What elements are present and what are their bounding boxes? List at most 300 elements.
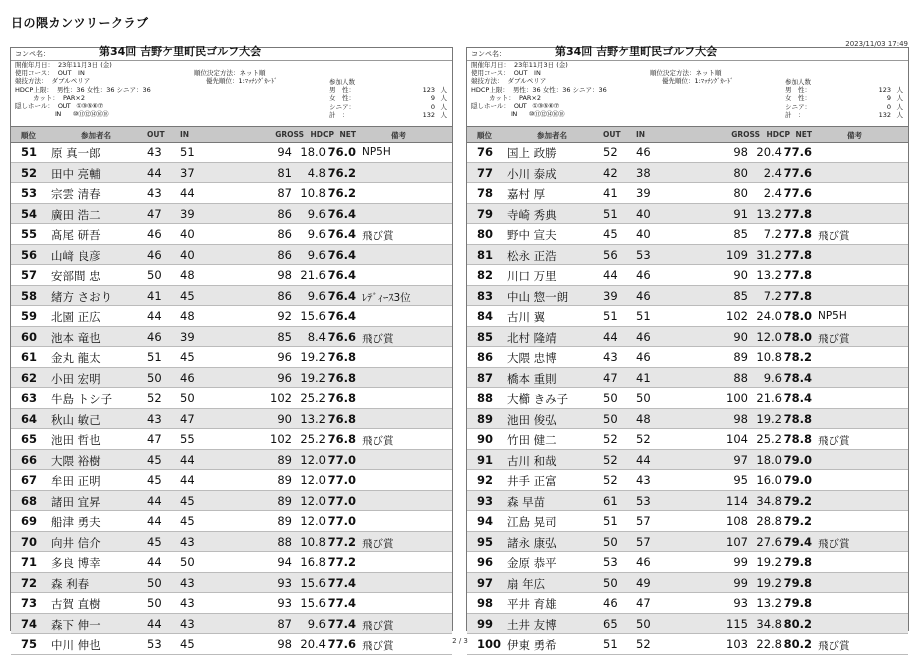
in-score-cell: 45 [180, 350, 195, 364]
net-cell: 79.8 [783, 575, 812, 590]
in-score-cell: 51 [636, 309, 651, 323]
gross-cell: 99 [733, 555, 748, 569]
table-row [467, 450, 908, 471]
name-cell: 橋本 重則 [507, 371, 557, 386]
hidden-holes-label: 隠しホール： [471, 101, 510, 110]
hdcp-cell: 16.0 [756, 473, 782, 487]
out-score-cell: 46 [147, 227, 162, 241]
net-cell: 77.8 [783, 247, 812, 262]
out-score-cell: 51 [603, 637, 618, 651]
hdcp-label: HDCP上限： [15, 85, 53, 94]
note-cell: 飛び賞 [818, 332, 850, 345]
competition-header [11, 45, 452, 126]
participant-count-row [785, 111, 905, 119]
hdcp-value: 男性：36 女性：36 シニア：36 [56, 85, 151, 94]
table-row [467, 552, 908, 573]
out-score-cell: 51 [603, 514, 618, 528]
name-cell: 北村 隆靖 [507, 330, 557, 345]
name-cell: 多良 博幸 [51, 556, 101, 570]
net-cell: 76.0 [327, 145, 356, 159]
gross-cell: 86 [277, 247, 292, 262]
table-row [467, 368, 908, 389]
net-cell: 77.4 [327, 596, 356, 610]
col-net: NET [339, 130, 356, 139]
table-row [11, 368, 452, 389]
name-cell: 中川 伸也 [51, 638, 101, 652]
net-cell: 79.8 [783, 555, 812, 569]
hdcp-cell: 25.2 [300, 391, 326, 405]
gross-cell: 80 [733, 186, 748, 200]
in-score-cell: 50 [180, 391, 195, 405]
net-cell: 79.0 [783, 452, 812, 467]
col-net: NET [795, 130, 812, 139]
count-number: 132 [878, 110, 891, 119]
priority-rule: 優先順位：1:ﾏｯﾁﾝｸﾞｶｰﾄﾞ [206, 77, 278, 86]
name-cell: 平井 育雄 [507, 597, 557, 611]
format-value: ダブルペリア [507, 77, 547, 86]
name-cell: 金原 恭平 [507, 556, 557, 570]
hdcp-cell: 20.4 [756, 145, 782, 159]
net-cell: 79.4 [783, 534, 812, 549]
rank-cell: 91 [477, 452, 494, 467]
in-score-cell: 48 [636, 411, 651, 426]
rank-cell: 96 [477, 555, 494, 569]
gross-cell: 91 [733, 206, 748, 221]
table-row [467, 286, 908, 307]
hdcp-cell: 2.4 [763, 186, 782, 200]
hdcp-label: HDCP上限： [471, 85, 509, 94]
rank-cell: 88 [477, 391, 494, 405]
gross-cell: 90 [733, 329, 748, 344]
name-cell: 土井 友博 [507, 617, 557, 632]
hidden-holes-out: OUT ①③⑤⑥⑦ [513, 101, 559, 110]
participant-counts [785, 78, 905, 119]
out-score-cell: 52 [603, 145, 618, 159]
in-score-cell: 43 [636, 473, 651, 487]
competition-details [471, 61, 607, 118]
rank-cell: 64 [21, 411, 38, 426]
table-row [467, 573, 908, 594]
rank-cell: 51 [21, 145, 38, 159]
out-score-cell: 50 [147, 370, 162, 385]
in-score-cell: 46 [636, 145, 651, 159]
out-score-cell: 47 [147, 432, 162, 446]
out-score-cell: 50 [147, 596, 162, 610]
hdcp-cell: 15.6 [300, 309, 326, 323]
table-row [467, 347, 908, 368]
col-note: 備考 [391, 131, 406, 140]
out-score-cell: 43 [147, 186, 162, 200]
hdcp-cell: 13.2 [756, 596, 782, 610]
table-row [11, 204, 452, 225]
net-cell: 76.8 [327, 350, 356, 364]
out-score-cell: 45 [147, 534, 162, 549]
rank-cell: 90 [477, 432, 494, 446]
table-row [11, 286, 452, 307]
in-score-cell: 49 [636, 575, 651, 590]
table-row [11, 183, 452, 204]
count-label: 計 ： [785, 110, 805, 119]
in-score-cell: 46 [180, 370, 195, 385]
table-row [11, 163, 452, 184]
out-score-cell: 44 [603, 268, 618, 282]
name-cell: 小田 宏明 [51, 371, 101, 386]
hdcp-cell: 22.8 [756, 637, 782, 651]
count-unit: 人 [440, 94, 447, 103]
note-cell: 飛び賞 [362, 640, 394, 652]
net-cell: 76.2 [327, 165, 356, 180]
out-score-cell: 39 [603, 288, 618, 303]
net-cell: 77.8 [783, 227, 812, 241]
count-label: 男 性： [785, 86, 811, 95]
rank-cell: 55 [21, 227, 38, 241]
net-cell: 77.6 [783, 165, 812, 180]
rank-cell: 53 [21, 186, 38, 200]
gross-cell: 96 [277, 350, 292, 364]
name-cell: 森 利春 [51, 576, 90, 591]
col-name: 参加者名 [537, 131, 567, 140]
count-number: 123 [878, 86, 891, 95]
rank-cell: 81 [477, 247, 494, 262]
competition-details [15, 61, 151, 118]
gross-cell: 98 [733, 145, 748, 159]
out-score-cell: 41 [603, 186, 618, 200]
hdcp-cell: 9.6 [307, 206, 326, 221]
in-score-cell: 43 [180, 534, 195, 549]
hdcp-cell: 7.2 [763, 227, 782, 241]
count-unit: 人 [896, 110, 903, 119]
count-unit: 人 [896, 102, 903, 111]
gross-cell: 89 [277, 452, 292, 467]
rank-cell: 62 [21, 370, 38, 385]
ranking-rules [194, 69, 277, 85]
name-cell: 中山 惣一朗 [507, 289, 569, 304]
table-row [467, 593, 908, 614]
hdcp-cell: 7.2 [763, 288, 782, 303]
hidden-holes-in: IN ⑩⑪⑫⑭⑯⑱ [55, 110, 109, 119]
count-label: 女 性： [329, 94, 355, 103]
hidden-holes-out: OUT ①③⑤⑥⑦ [57, 101, 103, 110]
name-cell: 池田 哲也 [51, 433, 101, 447]
table-row [11, 306, 452, 327]
hdcp-cell: 9.6 [307, 227, 326, 241]
in-score-cell: 52 [636, 432, 651, 446]
count-number: 9 [886, 94, 891, 103]
table-row [467, 183, 908, 204]
col-hdcp: HDCP [310, 130, 334, 139]
name-cell: 田中 亮輔 [51, 166, 101, 181]
hdcp-cell: 12.0 [300, 514, 326, 528]
note-cell: 飛び賞 [818, 537, 850, 550]
competition-label: コンペ名： [15, 50, 50, 58]
out-score-cell: 50 [603, 534, 618, 549]
rank-cell: 63 [21, 391, 38, 405]
hdcp-cell: 24.0 [756, 309, 782, 323]
out-score-cell: 52 [147, 391, 162, 405]
gross-cell: 87 [277, 186, 292, 200]
priority-rule: 優先順位：1:ﾏｯﾁﾝｸﾞｶｰﾄﾞ [662, 77, 734, 86]
rank-cell: 97 [477, 575, 494, 590]
gross-cell: 88 [733, 370, 748, 385]
out-score-cell: 50 [603, 575, 618, 590]
in-score-cell: 55 [180, 432, 195, 446]
table-row [467, 306, 908, 327]
in-score-cell: 39 [636, 186, 651, 200]
count-unit: 人 [440, 86, 447, 95]
net-cell: 77.6 [783, 145, 812, 159]
name-cell: 金丸 龍太 [51, 351, 101, 365]
table-row [467, 511, 908, 532]
col-out: OUT [603, 130, 621, 139]
hdcp-cell: 25.2 [300, 432, 326, 446]
out-score-cell: 46 [603, 596, 618, 610]
out-score-cell: 43 [147, 411, 162, 426]
out-score-cell: 44 [147, 616, 162, 631]
out-score-cell: 45 [147, 452, 162, 467]
rank-cell: 56 [21, 247, 38, 262]
course-label: 使用コース： [471, 69, 510, 78]
rank-cell: 99 [477, 616, 494, 631]
rank-cell: 70 [21, 534, 38, 549]
name-cell: 竹田 健二 [507, 433, 557, 447]
name-cell: 北園 正広 [51, 310, 101, 324]
rank-cell: 59 [21, 309, 38, 323]
rank-cell: 77 [477, 165, 494, 180]
net-cell: 76.4 [327, 268, 356, 282]
col-rank: 順位 [477, 131, 492, 140]
gross-cell: 93 [277, 575, 292, 590]
results-panel-right [466, 45, 909, 652]
name-cell: 船津 勇夫 [51, 515, 101, 529]
hdcp-cell: 20.4 [300, 637, 326, 651]
in-score-cell: 37 [180, 165, 195, 180]
net-cell: 77.0 [327, 473, 356, 487]
table-row [467, 163, 908, 184]
table-row [11, 593, 452, 614]
out-score-cell: 46 [147, 247, 162, 262]
gross-cell: 99 [733, 575, 748, 590]
out-score-cell: 53 [147, 637, 162, 651]
name-cell: 松永 正浩 [507, 248, 557, 263]
count-number: 0 [430, 102, 435, 111]
gross-cell: 102 [270, 391, 292, 405]
in-score-cell: 43 [180, 596, 195, 610]
hdcp-cell: 10.8 [300, 534, 326, 549]
out-score-cell: 65 [603, 616, 618, 631]
results-table-body [11, 142, 452, 655]
table-header [467, 126, 908, 143]
hdcp-cell: 21.6 [300, 268, 326, 282]
hdcp-value: 男性：36 女性：36 シニア：36 [512, 85, 607, 94]
rank-cell: 93 [477, 493, 494, 508]
note-cell: 飛び賞 [818, 640, 850, 652]
table-row [467, 388, 908, 409]
out-score-cell: 51 [603, 206, 618, 221]
participant-count-title: 参加人数 [785, 78, 811, 86]
rank-cell: 65 [21, 432, 38, 446]
gross-cell: 96 [277, 370, 292, 385]
in-score-cell: 46 [636, 555, 651, 569]
net-cell: 77.4 [327, 616, 356, 631]
count-label: 女 性： [785, 94, 811, 103]
participant-count-title: 参加人数 [329, 78, 355, 86]
net-cell: 77.6 [783, 186, 812, 200]
net-cell: 77.4 [327, 575, 356, 590]
count-label: シニア： [329, 102, 355, 111]
in-score-cell: 39 [180, 329, 195, 344]
name-cell: 古川 和哉 [507, 453, 557, 468]
rank-cell: 94 [477, 514, 494, 528]
net-cell: 77.8 [783, 206, 812, 221]
in-score-cell: 45 [180, 637, 195, 651]
rank-cell: 95 [477, 534, 494, 549]
net-cell: 76.4 [327, 227, 356, 241]
table-row [11, 552, 452, 573]
note-cell: 飛び賞 [362, 619, 394, 632]
gross-cell: 87 [277, 616, 292, 631]
hdcp-cell: 19.2 [756, 555, 782, 569]
hdcp-cell: 9.6 [763, 370, 782, 385]
rank-cell: 83 [477, 288, 494, 303]
hdcp-cell: 18.0 [300, 145, 326, 159]
net-cell: 78.2 [783, 350, 812, 364]
in-score-cell: 44 [180, 186, 195, 200]
gross-cell: 86 [277, 206, 292, 221]
in-score-cell: 57 [636, 514, 651, 528]
count-label: 計 ： [329, 110, 349, 119]
course-value: OUT IN [513, 69, 541, 78]
count-label: 男 性： [329, 86, 355, 95]
in-score-cell: 48 [180, 309, 195, 323]
hdcp-cell: 15.6 [300, 596, 326, 610]
out-score-cell: 43 [603, 350, 618, 364]
out-score-cell: 52 [603, 452, 618, 467]
page-indicator: 2 / 3 [452, 637, 468, 645]
competition-label: コンペ名： [471, 50, 506, 58]
out-score-cell: 50 [603, 391, 618, 405]
in-score-cell: 43 [180, 575, 195, 590]
hdcp-cell: 18.0 [756, 452, 782, 467]
out-score-cell: 46 [147, 329, 162, 344]
hdcp-cell: 31.2 [756, 247, 782, 262]
date-label: 開催年月日： [15, 61, 54, 69]
name-cell: 緒方 さおり [51, 289, 113, 304]
rank-cell: 86 [477, 350, 494, 364]
table-row [467, 265, 908, 286]
table-row [11, 327, 452, 348]
hdcp-cell: 4.8 [307, 165, 326, 180]
note-cell: NP5H [818, 310, 847, 322]
in-score-cell: 40 [180, 227, 195, 241]
in-score-cell: 46 [636, 268, 651, 282]
gross-cell: 88 [277, 534, 292, 549]
name-cell: 江島 晃司 [507, 515, 557, 529]
course-label: 使用コース： [15, 69, 54, 78]
col-out: OUT [147, 130, 165, 139]
in-score-cell: 47 [180, 411, 195, 426]
in-score-cell: 50 [636, 616, 651, 631]
name-cell: 向井 信介 [51, 535, 101, 550]
name-cell: 嘉村 厚 [507, 187, 546, 201]
name-cell: 野中 宣夫 [507, 228, 557, 242]
format-label: 競技方法： [15, 77, 48, 86]
table-row [11, 614, 452, 635]
gross-cell: 92 [277, 309, 292, 323]
rank-cell: 67 [21, 473, 38, 487]
count-number: 123 [422, 86, 435, 95]
hdcp-cell: 15.6 [300, 575, 326, 590]
name-cell: 井手 正富 [507, 474, 557, 488]
name-cell: 池田 俊弘 [507, 412, 557, 427]
participant-counts [329, 78, 449, 119]
table-row [467, 470, 908, 491]
out-score-cell: 52 [603, 432, 618, 446]
name-cell: 扇 年広 [507, 576, 546, 591]
hdcp-cell: 19.2 [300, 370, 326, 385]
participant-count-row [785, 103, 905, 111]
competition-title-row [11, 45, 452, 61]
out-score-cell: 52 [603, 473, 618, 487]
count-unit: 人 [440, 110, 447, 119]
net-cell: 77.6 [327, 637, 356, 651]
rank-cell: 80 [477, 227, 494, 241]
gross-cell: 98 [277, 637, 292, 651]
ranking-rules [650, 69, 733, 85]
rank-cell: 60 [21, 329, 38, 344]
count-number: 9 [430, 94, 435, 103]
gross-cell: 98 [733, 411, 748, 426]
net-cell: 78.4 [783, 370, 812, 385]
out-score-cell: 45 [147, 473, 162, 487]
in-score-cell: 46 [636, 329, 651, 344]
in-score-cell: 44 [636, 452, 651, 467]
note-cell: 飛び賞 [362, 230, 394, 242]
table-row [11, 573, 452, 594]
net-cell: 77.0 [327, 452, 356, 467]
in-score-cell: 57 [636, 534, 651, 549]
gross-cell: 97 [733, 452, 748, 467]
out-score-cell: 56 [603, 247, 618, 262]
in-score-cell: 48 [180, 268, 195, 282]
net-cell: 77.0 [327, 493, 356, 508]
format-label: 競技方法： [471, 77, 504, 86]
rank-cell: 79 [477, 206, 494, 221]
hdcp-cell: 12.0 [300, 452, 326, 467]
gross-cell: 95 [733, 473, 748, 487]
note-cell: 飛び賞 [818, 435, 850, 447]
in-score-cell: 39 [180, 206, 195, 221]
net-cell: 80.2 [783, 616, 812, 631]
gross-cell: 85 [733, 227, 748, 241]
course-value: OUT IN [57, 69, 85, 78]
rank-cell: 75 [21, 637, 38, 651]
gross-cell: 98 [277, 268, 292, 282]
table-row [11, 265, 452, 286]
rank-cell: 52 [21, 165, 38, 180]
name-cell: 牟田 正明 [51, 474, 101, 488]
net-cell: 76.2 [327, 186, 356, 200]
gross-cell: 86 [277, 227, 292, 241]
out-score-cell: 44 [603, 329, 618, 344]
name-cell: 原 真一郎 [51, 146, 101, 160]
out-score-cell: 43 [147, 145, 162, 159]
count-label: シニア： [785, 102, 811, 111]
name-cell: 池本 竜也 [51, 330, 101, 345]
net-cell: 77.2 [327, 534, 356, 549]
hdcp-cell: 9.6 [307, 247, 326, 262]
count-number: 0 [886, 102, 891, 111]
out-score-cell: 50 [147, 268, 162, 282]
